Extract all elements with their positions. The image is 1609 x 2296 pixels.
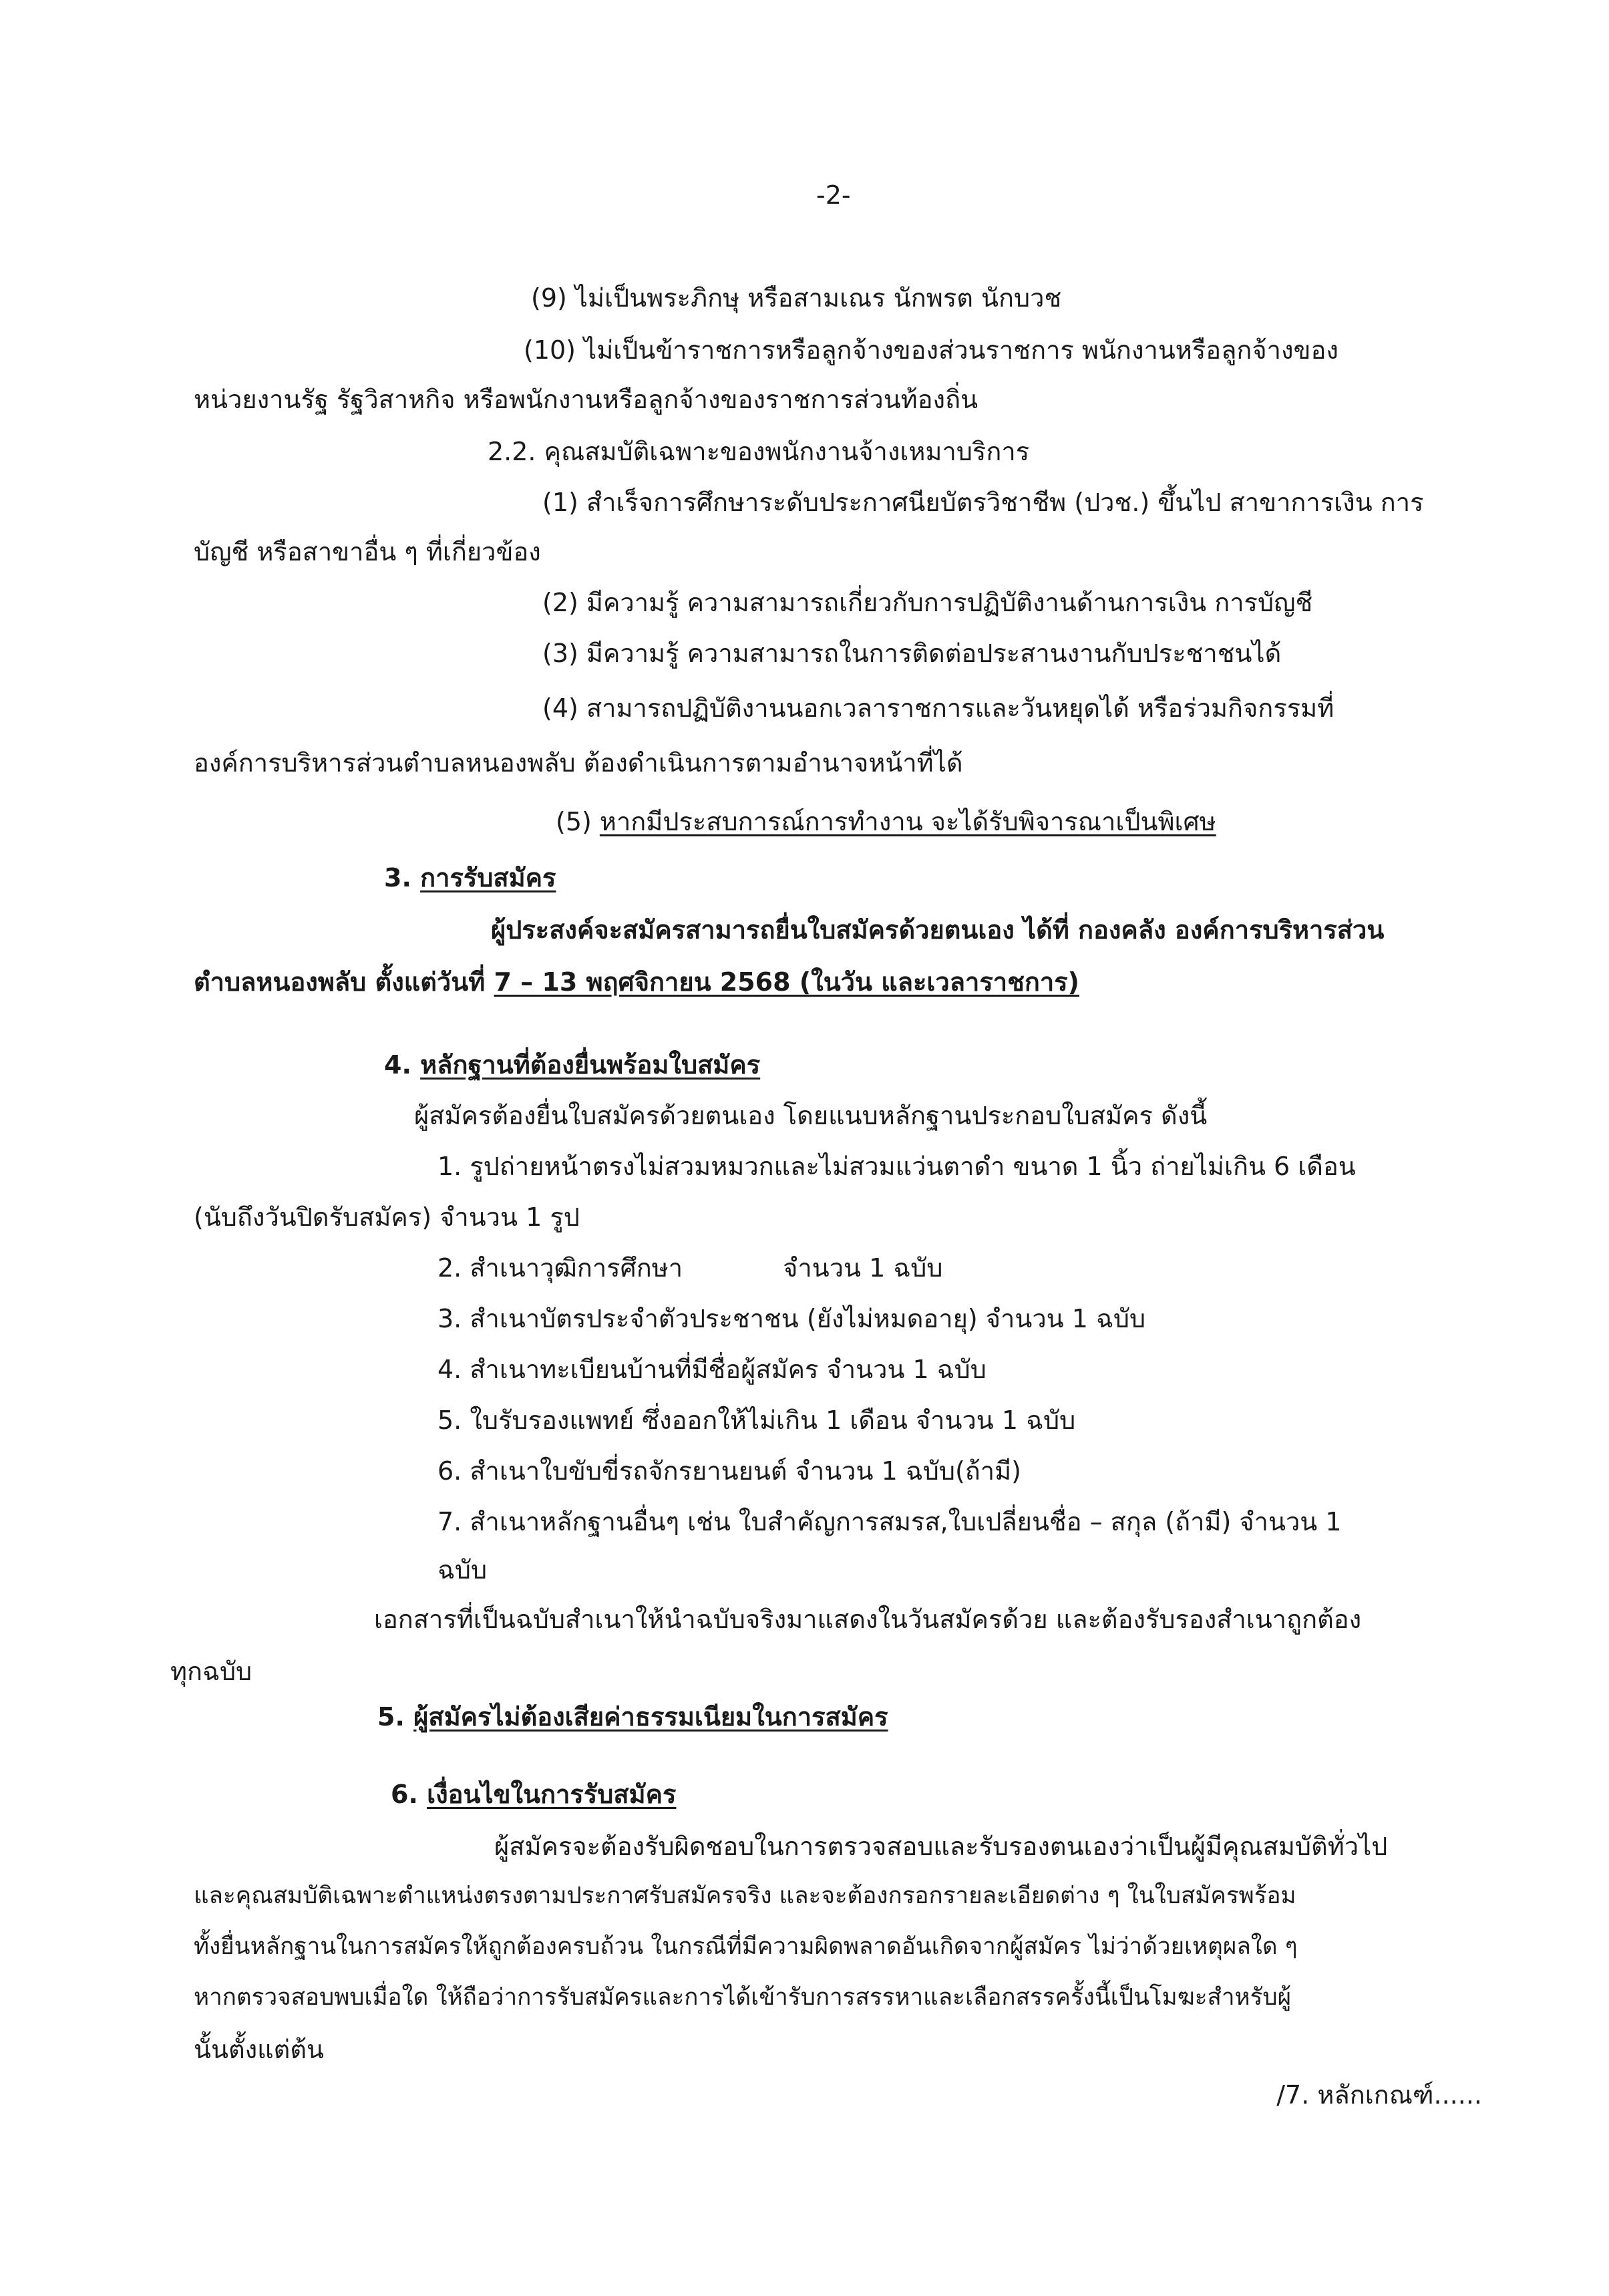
- section-3-date-range: 7 – 13 พฤศจิกายน 2568 (ในวัน และเวลาราชการ): [494, 967, 1080, 997]
- specific-qualification-3: (3) มีความรู้ ความสามารถในการติดต่อประสานงานกับประชาชนได้: [542, 639, 1282, 668]
- section-6-line-2: และคุณสมบัติเฉพาะตำแหน่งตรงตามประกาศรับสมัครจริง และจะต้องกรอกรายละเอียดต่าง ๆ ในใบสมัครพร้อม: [194, 1882, 1296, 1909]
- section-6-line-3: ทั้งยื่นหลักฐานในการสมัครให้ถูกต้องครบถ้วน ในกรณีที่มีความผิดพลาดอันเกิดจากผู้สมัคร ไม่ว่าด้วยเหตุผลใด ๆ: [194, 1933, 1298, 1960]
- qualification-item-10-line-2: หน่วยงานรัฐ รัฐวิสาหกิจ หรือพนักงานหรือลูกจ้างของราชการส่วนท้องถิ่น: [194, 385, 978, 414]
- document-2: [437, 1252, 942, 1285]
- section-5-heading: [377, 1701, 888, 1734]
- section-4-number: 4.: [384, 1050, 421, 1080]
- specific-qualification-4-line-1: (4) สามารถปฏิบัติงานนอกเวลาราชการและวันหยุดได้ หรือร่วมกิจกรรมที่: [542, 693, 1334, 723]
- subsection-2-2-heading: 2.2. คุณสมบัติเฉพาะของพนักงานจ้างเหมาบริการ: [488, 437, 1030, 466]
- specific-qualification-5: [556, 806, 1216, 838]
- section-5-title: ผู้สมัครไม่ต้องเสียค่าธรรมเนียมในการสมัคร: [413, 1702, 888, 1732]
- section-6-line-5: นั้นตั้งแต่ต้น: [194, 2035, 325, 2064]
- section-3-line-1: ผู้ประสงค์จะสมัครสามารถยื่นใบสมัครด้วยตนเอง ได้ที่ กองคลัง องค์การบริหารส่วน: [491, 915, 1385, 945]
- document-1-line-1: 1. รูปถ่ายหน้าตรงไม่สวมหมวกและไม่สวมแว่นตาดำ ขนาด 1 นิ้ว ถ่ายไม่เกิน 6 เดือน: [437, 1152, 1356, 1181]
- section-3-title: การรับสมัคร: [420, 863, 556, 892]
- document-4: 4. สำเนาทะเบียนบ้านที่มีชื่อผู้สมัคร จำนวน 1 ฉบับ: [437, 1355, 987, 1384]
- specific-qualification-5-text: หากมีประสบการณ์การทำงาน จะได้รับพิจารณาเป็นพิเศษ: [599, 807, 1216, 836]
- document-6: 6. สำเนาใบขับขี่รถจักรยานยนต์ จำนวน 1 ฉบับ(ถ้ามี): [437, 1456, 1021, 1486]
- section-6-line-4: หากตรวจสอบพบเมื่อใด ให้ถือว่าการรับสมัครและการได้เข้ารับการสรรหาและเลือกสรรครั้งนี้เป็นโมฆะสำหรับผู้: [194, 1984, 1292, 2011]
- specific-qualification-4-line-2: องค์การบริหารส่วนตำบลหนองพลับ ต้องดำเนินการตามอำนาจหน้าที่ได้: [194, 748, 963, 778]
- page-number: -2-: [816, 180, 851, 210]
- section-4-title: หลักฐานที่ต้องยื่นพร้อมใบสมัคร: [420, 1050, 761, 1080]
- copy-certification-note-line-2: ทุกฉบับ: [170, 1657, 252, 1686]
- continuation-footer: /7. หลักเกณฑ์......: [1276, 2080, 1482, 2110]
- specific-qualification-2: (2) มีความรู้ ความสามารถเกี่ยวกับการปฏิบัติงานด้านการเงิน การบัญชี: [542, 588, 1313, 617]
- section-5-number: 5.: [377, 1702, 414, 1732]
- section-3-number: 3.: [384, 863, 421, 892]
- document-5: 5. ใบรับรองแพทย์ ซึ่งออกให้ไม่เกิน 1 เดือน จำนวน 1 ฉบับ: [437, 1406, 1076, 1435]
- specific-qualification-1-line-1: (1) สำเร็จการศึกษาระดับประกาศนียบัตรวิชาชีพ (ปวช.) ขึ้นไป สาขาการเงิน การ: [542, 488, 1424, 517]
- section-4-intro: ผู้สมัครต้องยื่นใบสมัครด้วยตนเอง โดยแนบหลักฐานประกอบใบสมัคร ดังนี้: [414, 1101, 1208, 1130]
- section-3-date-label: ตำบลหนองพลับ ตั้งแต่วันที่: [194, 967, 494, 997]
- document-1-line-2: (นับถึงวันปิดรับสมัคร) จำนวน 1 รูป: [194, 1202, 580, 1232]
- section-4-heading: [384, 1049, 760, 1082]
- qualification-item-9: (9) ไม่เป็นพระภิกษุ หรือสามเณร นักพรต นักบวช: [531, 283, 1062, 313]
- section-3-heading: [384, 862, 556, 894]
- document-7-line-2: ฉบับ: [437, 1555, 488, 1585]
- specific-qualification-5-number: (5): [556, 807, 600, 836]
- section-6-line-1: ผู้สมัครจะต้องรับผิดชอบในการตรวจสอบและรับรองตนเองว่าเป็นผู้มีคุณสมบัติทั่วไป: [494, 1832, 1388, 1861]
- specific-qualification-1-line-2: บัญชี หรือสาขาอื่น ๆ ที่เกี่ยวข้อง: [194, 537, 541, 566]
- section-6-number: 6.: [391, 1780, 427, 1809]
- document-7-line-1: 7. สำเนาหลักฐานอื่นๆ เช่น ใบสำคัญการสมรส,ใบเปลี่ยนชื่อ – สกุล (ถ้ามี) จำนวน 1: [437, 1507, 1342, 1536]
- document-3: 3. สำเนาบัตรประจำตัวประชาชน (ยังไม่หมดอายุ) จำนวน 1 ฉบับ: [437, 1304, 1146, 1333]
- section-6-heading: [391, 1778, 676, 1811]
- section-3-line-2: [194, 966, 1079, 999]
- section-6-title: เงื่อนไขในการรับสมัคร: [427, 1780, 677, 1809]
- document-2-quantity: จำนวน 1 ฉบับ: [783, 1253, 943, 1283]
- document-2-label: 2. สำเนาวุฒิการศึกษา: [437, 1253, 683, 1283]
- copy-certification-note-line-1: เอกสารที่เป็นฉบับสำเนาให้นำฉบับจริงมาแสดงในวันสมัครด้วย และต้องรับรองสำเนาถูกต้อง: [374, 1605, 1362, 1634]
- qualification-item-10-line-1: (10) ไม่เป็นข้าราชการหรือลูกจ้างของส่วนราชการ พนักงานหรือลูกจ้างของ: [524, 335, 1338, 365]
